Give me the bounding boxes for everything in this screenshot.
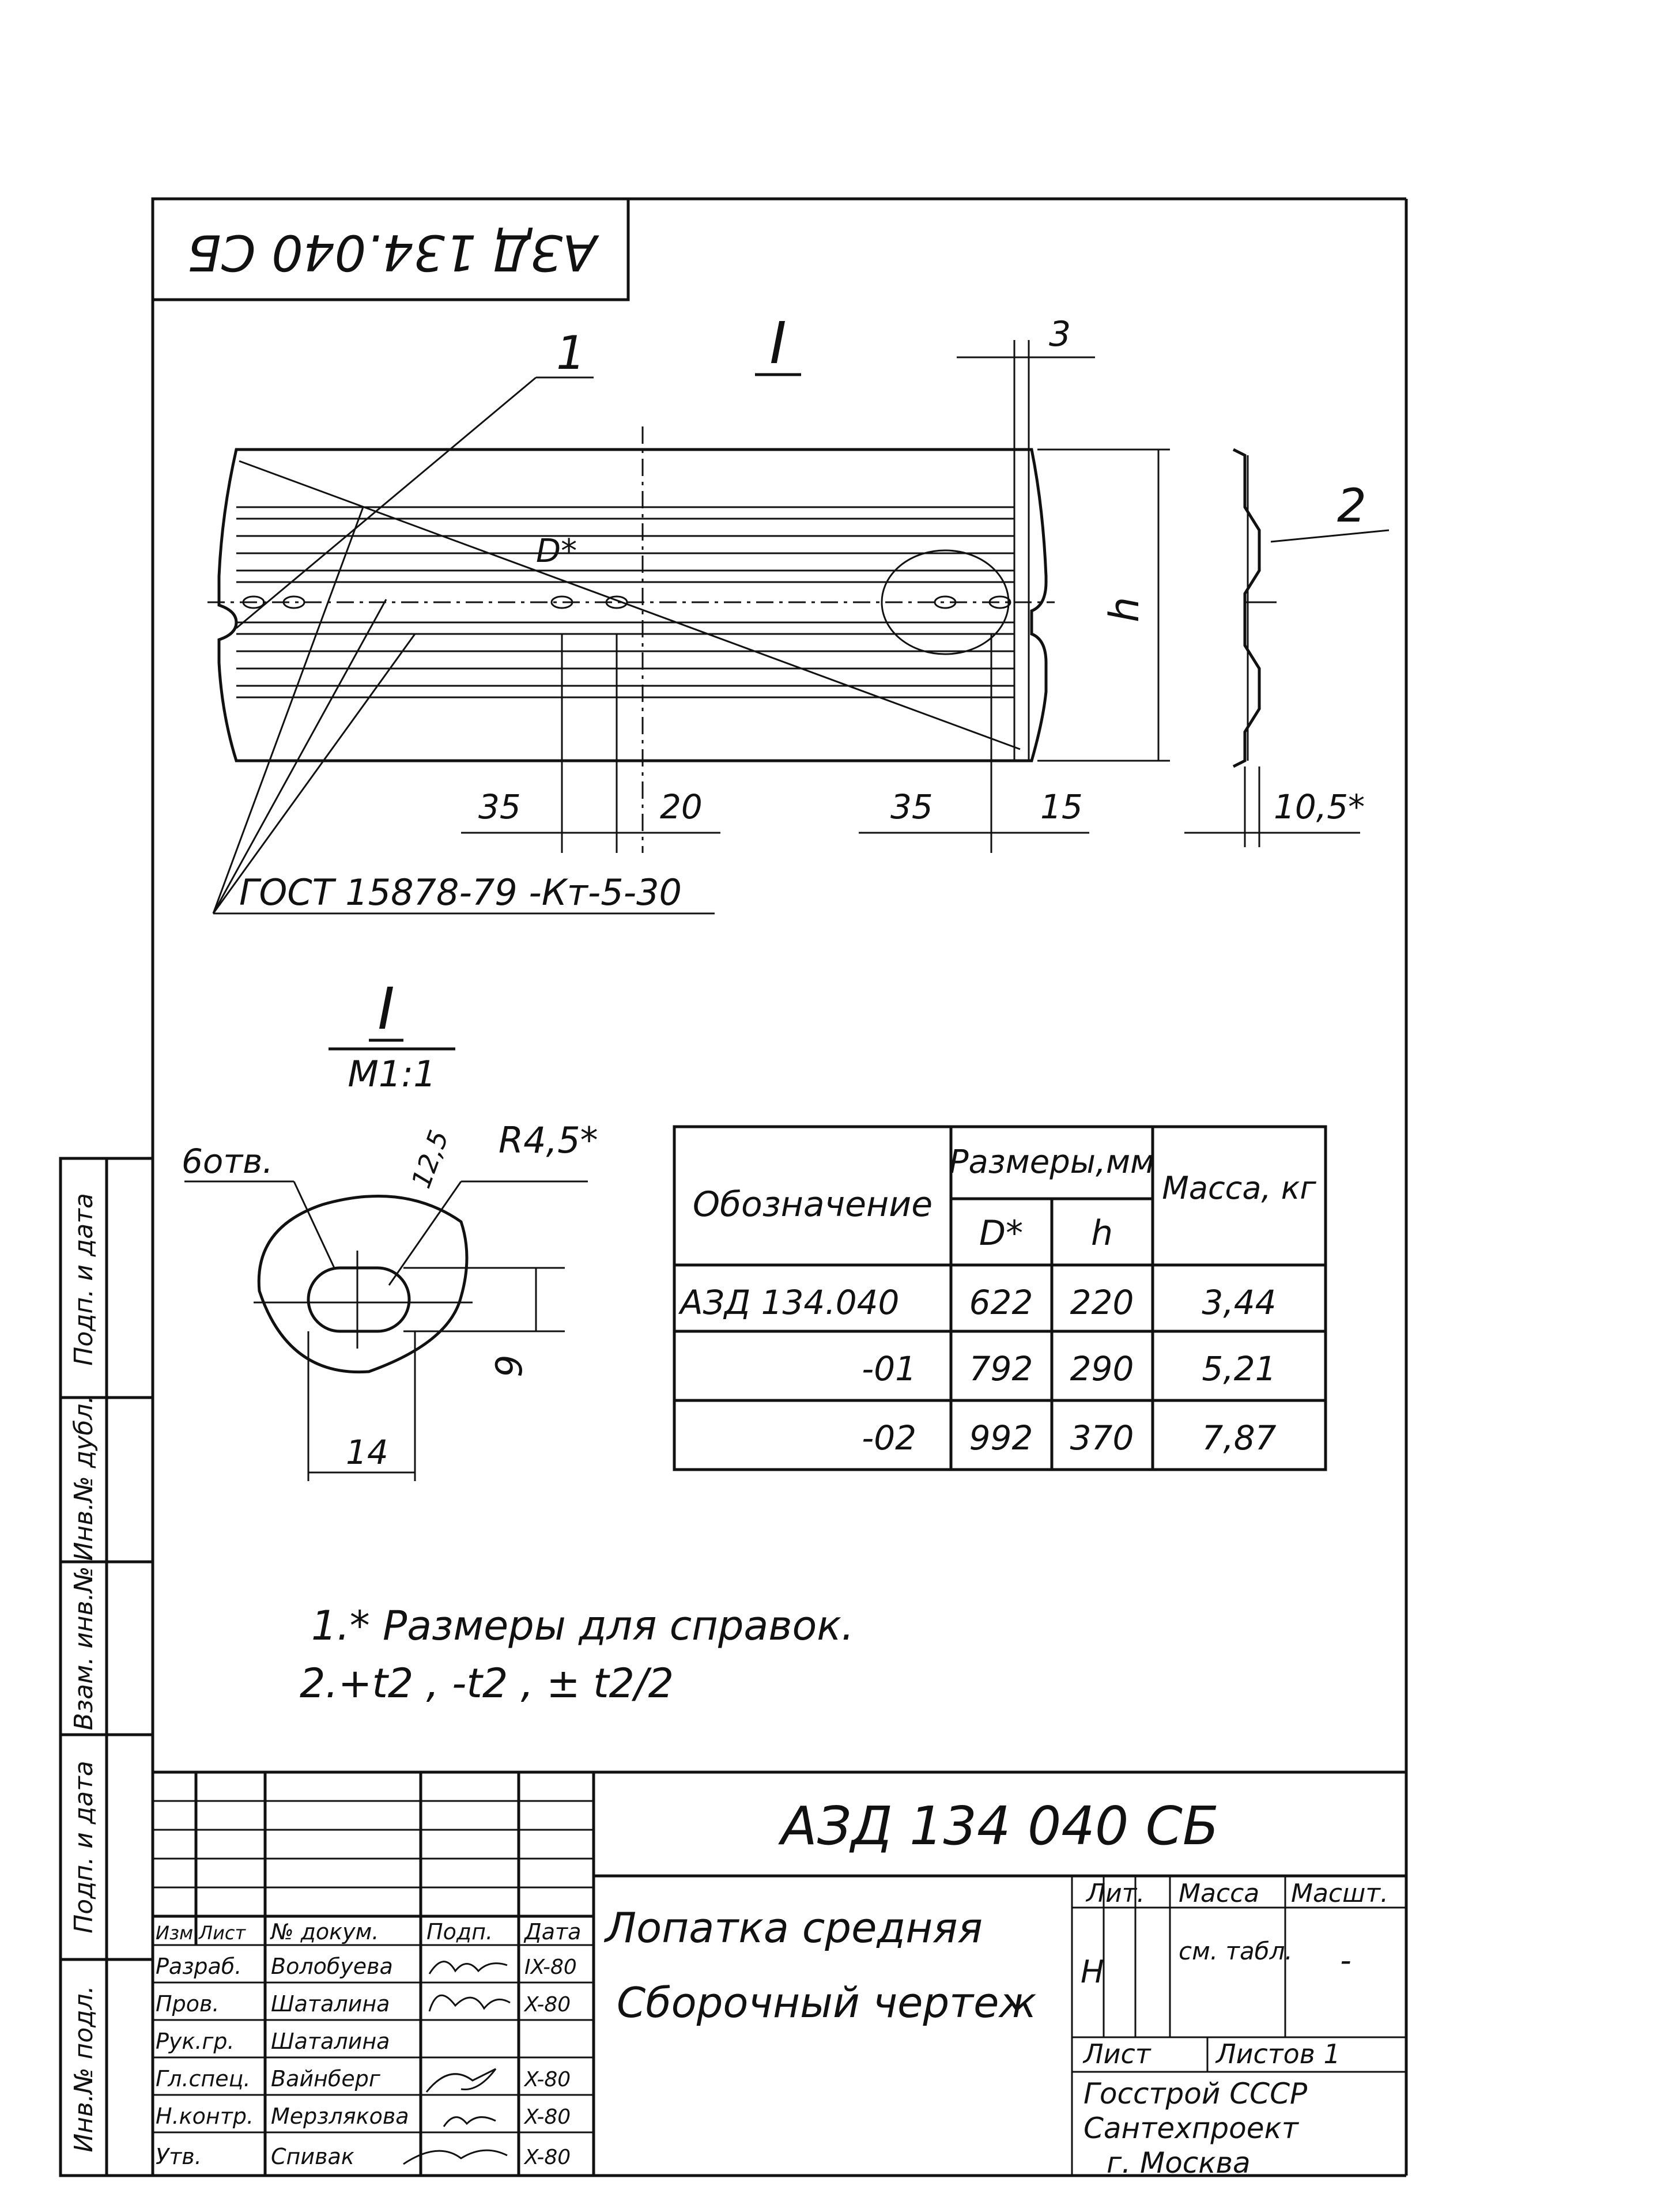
hdr-date: Дата [524,1919,582,1944]
blade-side-view [1184,450,1389,847]
staff-date-4: X-80 [524,2068,571,2091]
row3-mass: 7,87 [1202,1418,1277,1457]
staff-role-6: Утв. [156,2144,202,2169]
hdr-doc: № докум. [271,1919,379,1944]
row1-D: 622 [969,1283,1033,1322]
callout-part-1: 1 [556,326,586,380]
title-line-2: Сборочный чертеж [617,1978,1037,2027]
col-mass: Масса, кг [1162,1170,1316,1206]
staff-role-4: Гл.спец. [156,2066,251,2091]
staff-date-1: IX-80 [524,1955,577,1979]
staff-role-5: Н.контр. [156,2104,254,2129]
stamp-cell-2: Инв.№ дубл. [69,1395,99,1561]
callout-part-2: 2 [1337,479,1366,533]
row2-designation: -01 [862,1349,916,1388]
stamp-cell-3: Взам. инв.№ [69,1566,99,1731]
row1-h: 220 [1070,1283,1134,1322]
mass-label: Масса [1179,1879,1260,1908]
row3-D: 992 [969,1418,1033,1457]
sheets-label: Листов 1 [1216,2038,1341,2070]
hdr-izm: Изм [156,1922,194,1944]
signature-1 [429,1962,507,1974]
hdr-sign: Подп. [426,1919,493,1944]
section-mark-detail: I [377,975,395,1043]
roughness-mark: 12,5 [405,1126,455,1192]
org-line-3: г. Москва [1107,2146,1251,2180]
dim-20: 20 [660,787,703,826]
dimension-table [674,1127,1326,1470]
row3-h: 370 [1070,1418,1134,1457]
row3-designation: -02 [862,1418,916,1457]
weld-note: ГОСТ 15878-79 -Кт-5-30 [239,871,682,913]
row2-mass: 5,21 [1202,1349,1277,1388]
mass-value: см. табл. [1179,1937,1293,1965]
col-dims: Размеры,мм [949,1143,1155,1181]
stamp-cell-4: Подп. и дата [69,1761,99,1934]
note-2: 2.+t2 , -t2 , ± t2/2 [300,1660,674,1707]
lit-label: Лит. [1086,1879,1145,1908]
dim-15: 15 [1040,787,1083,826]
staff-date-5: X-80 [524,2105,571,2129]
rotated-code-box [153,199,628,300]
title-code: АЗД 134 040 СБ [780,1795,1220,1857]
rotated-code-text: АЗД 134.040 СБ [187,223,597,281]
staff-name-3: Шаталина [271,2029,390,2054]
section-mark-top: I [769,309,787,377]
signature-6 [403,2150,507,2164]
col-designation: Обозначение [692,1184,933,1225]
staff-name-2: Шаталина [271,1991,390,2017]
staff-name-4: Вайнберг [271,2066,380,2091]
staff-role-1: Разраб. [156,1954,242,1979]
org-line-2: Сантехпроект [1083,2112,1298,2145]
stamp-cell-1: Подп. и дата [69,1193,99,1366]
scale-value: - [1340,1942,1351,1978]
holes-note: 6отв. [182,1142,273,1181]
dim-top-3: 3 [1049,314,1071,354]
dim-h: h [1101,596,1148,622]
dim-35-left: 35 [478,787,521,826]
staff-name-5: Мерзлякова [271,2104,409,2129]
staff-role-2: Пров. [156,1991,220,2017]
row1-mass: 3,44 [1202,1283,1277,1322]
dim-D: D* [536,533,577,570]
sheet-label: Лист [1083,2038,1151,2070]
signature-2 [429,1995,510,2011]
row2-h: 290 [1070,1349,1134,1388]
staff-date-6: X-80 [524,2146,571,2169]
dim-14: 14 [346,1433,388,1472]
col-h: h [1090,1213,1113,1253]
radius-dim: R4,5* [499,1119,598,1161]
staff-name-6: Спивак [271,2144,354,2169]
staff-date-2: X-80 [524,1993,571,2017]
org-line-1: Госстрой СССР [1083,2077,1308,2110]
scale-label: Масшт. [1291,1879,1388,1908]
staff-name-1: Волобуева [271,1954,393,1979]
title-line-1: Лопатка средняя [605,1904,983,1952]
title-block [153,1772,1406,2180]
col-D: D* [979,1213,1024,1253]
dim-35-right: 35 [890,787,933,826]
row1-designation: АЗД 134.040 [680,1283,900,1322]
note-1: 1.* Размеры для справок. [311,1602,854,1649]
signature-4 [426,2069,496,2092]
side-stamp [61,1158,153,2176]
stamp-cell-5: Инв.№ подл. [69,1985,99,2153]
dim-side: 10,5* [1274,787,1365,826]
dim-9: 9 [488,1354,530,1377]
hdr-list: Лист [199,1922,246,1944]
lit-value: Н [1081,1954,1104,1990]
staff-role-3: Рук.гр. [156,2029,235,2054]
row2-D: 792 [969,1349,1033,1388]
detail-hole [182,1119,598,1481]
signature-5 [444,2117,496,2127]
section-scale: М1:1 [348,1053,436,1095]
